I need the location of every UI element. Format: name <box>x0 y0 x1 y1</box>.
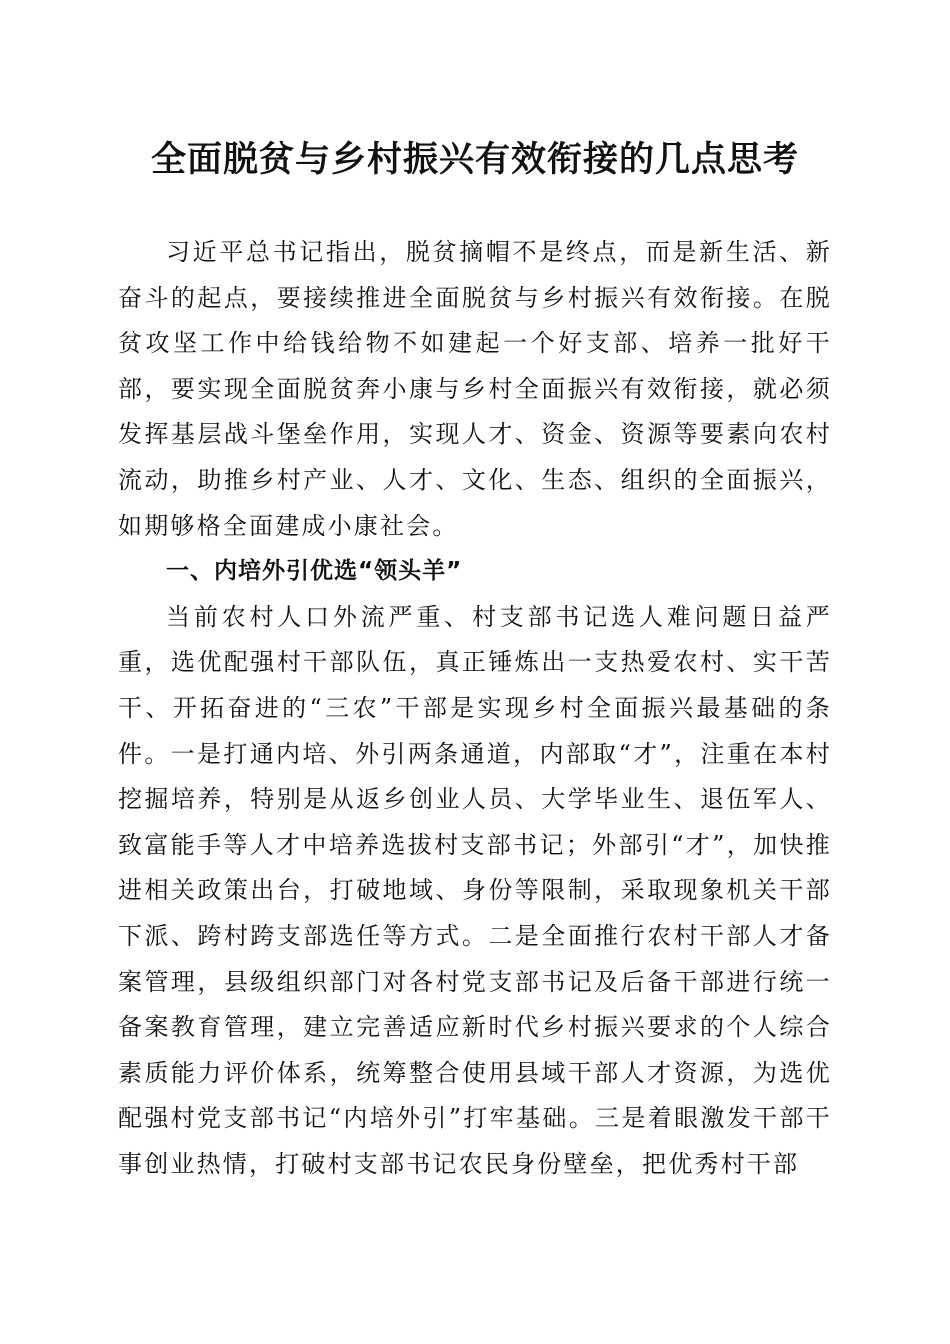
intro-paragraph: 习近平总书记指出，脱贫摘帽不是终点，而是新生活、新奋斗的起点，要接续推进全面脱贫与乡村振兴有效衔接。在脱贫攻坚工作中给钱给物不如建起一个好支部、培养一批好干部，要实现全面脱贫奔小康与乡村全面振兴有效衔接，就必须发挥基层战斗堡垒作用，实现人才、资金、资源等要素向农村流动，助推乡村产业、人才、文化、生态、组织的全面振兴，如期够格全面建成小康社会。 <box>118 238 832 540</box>
section-paragraph-1: 当前农村人口外流严重、村支部书记选人难问题日益严重，选优配强村干部队伍，真正锤炼出一支热爱农村、实干苦干、开拓奋进的“三农”干部是实现乡村全面振兴最基础的条件。一是打通内培、外引两条通道，内部取“才”，注重在本村挖掘培养，特别是从返乡创业人员、大学毕业生、退伍军人、致富能手等人才中培养选拔村支部书记；外部引“才”，加快推进相关政策出台，打破地域、身份等限制，采取现象机关干部下派、跨村跨支部选任等方式。二是全面推行农村干部人才备案管理，县级组织部门对各村党支部书记及后备干部进行统一备案教育管理，建立完善适应新时代乡村振兴要求的个人综合素质能力评价体系，统筹整合使用县域干部人才资源，为选优配强村党支部书记“内培外引”打牢基础。三是着眼激发干部干事创业热情，打破村支部书记农民身份壁垒，把优秀村干部 <box>118 602 832 1178</box>
document-title: 全面脱贫与乡村振兴有效衔接的几点思考 <box>150 139 799 180</box>
section-heading-1: 一、内培外引优选“领头羊” <box>166 558 463 585</box>
document-body <box>118 230 832 1187</box>
